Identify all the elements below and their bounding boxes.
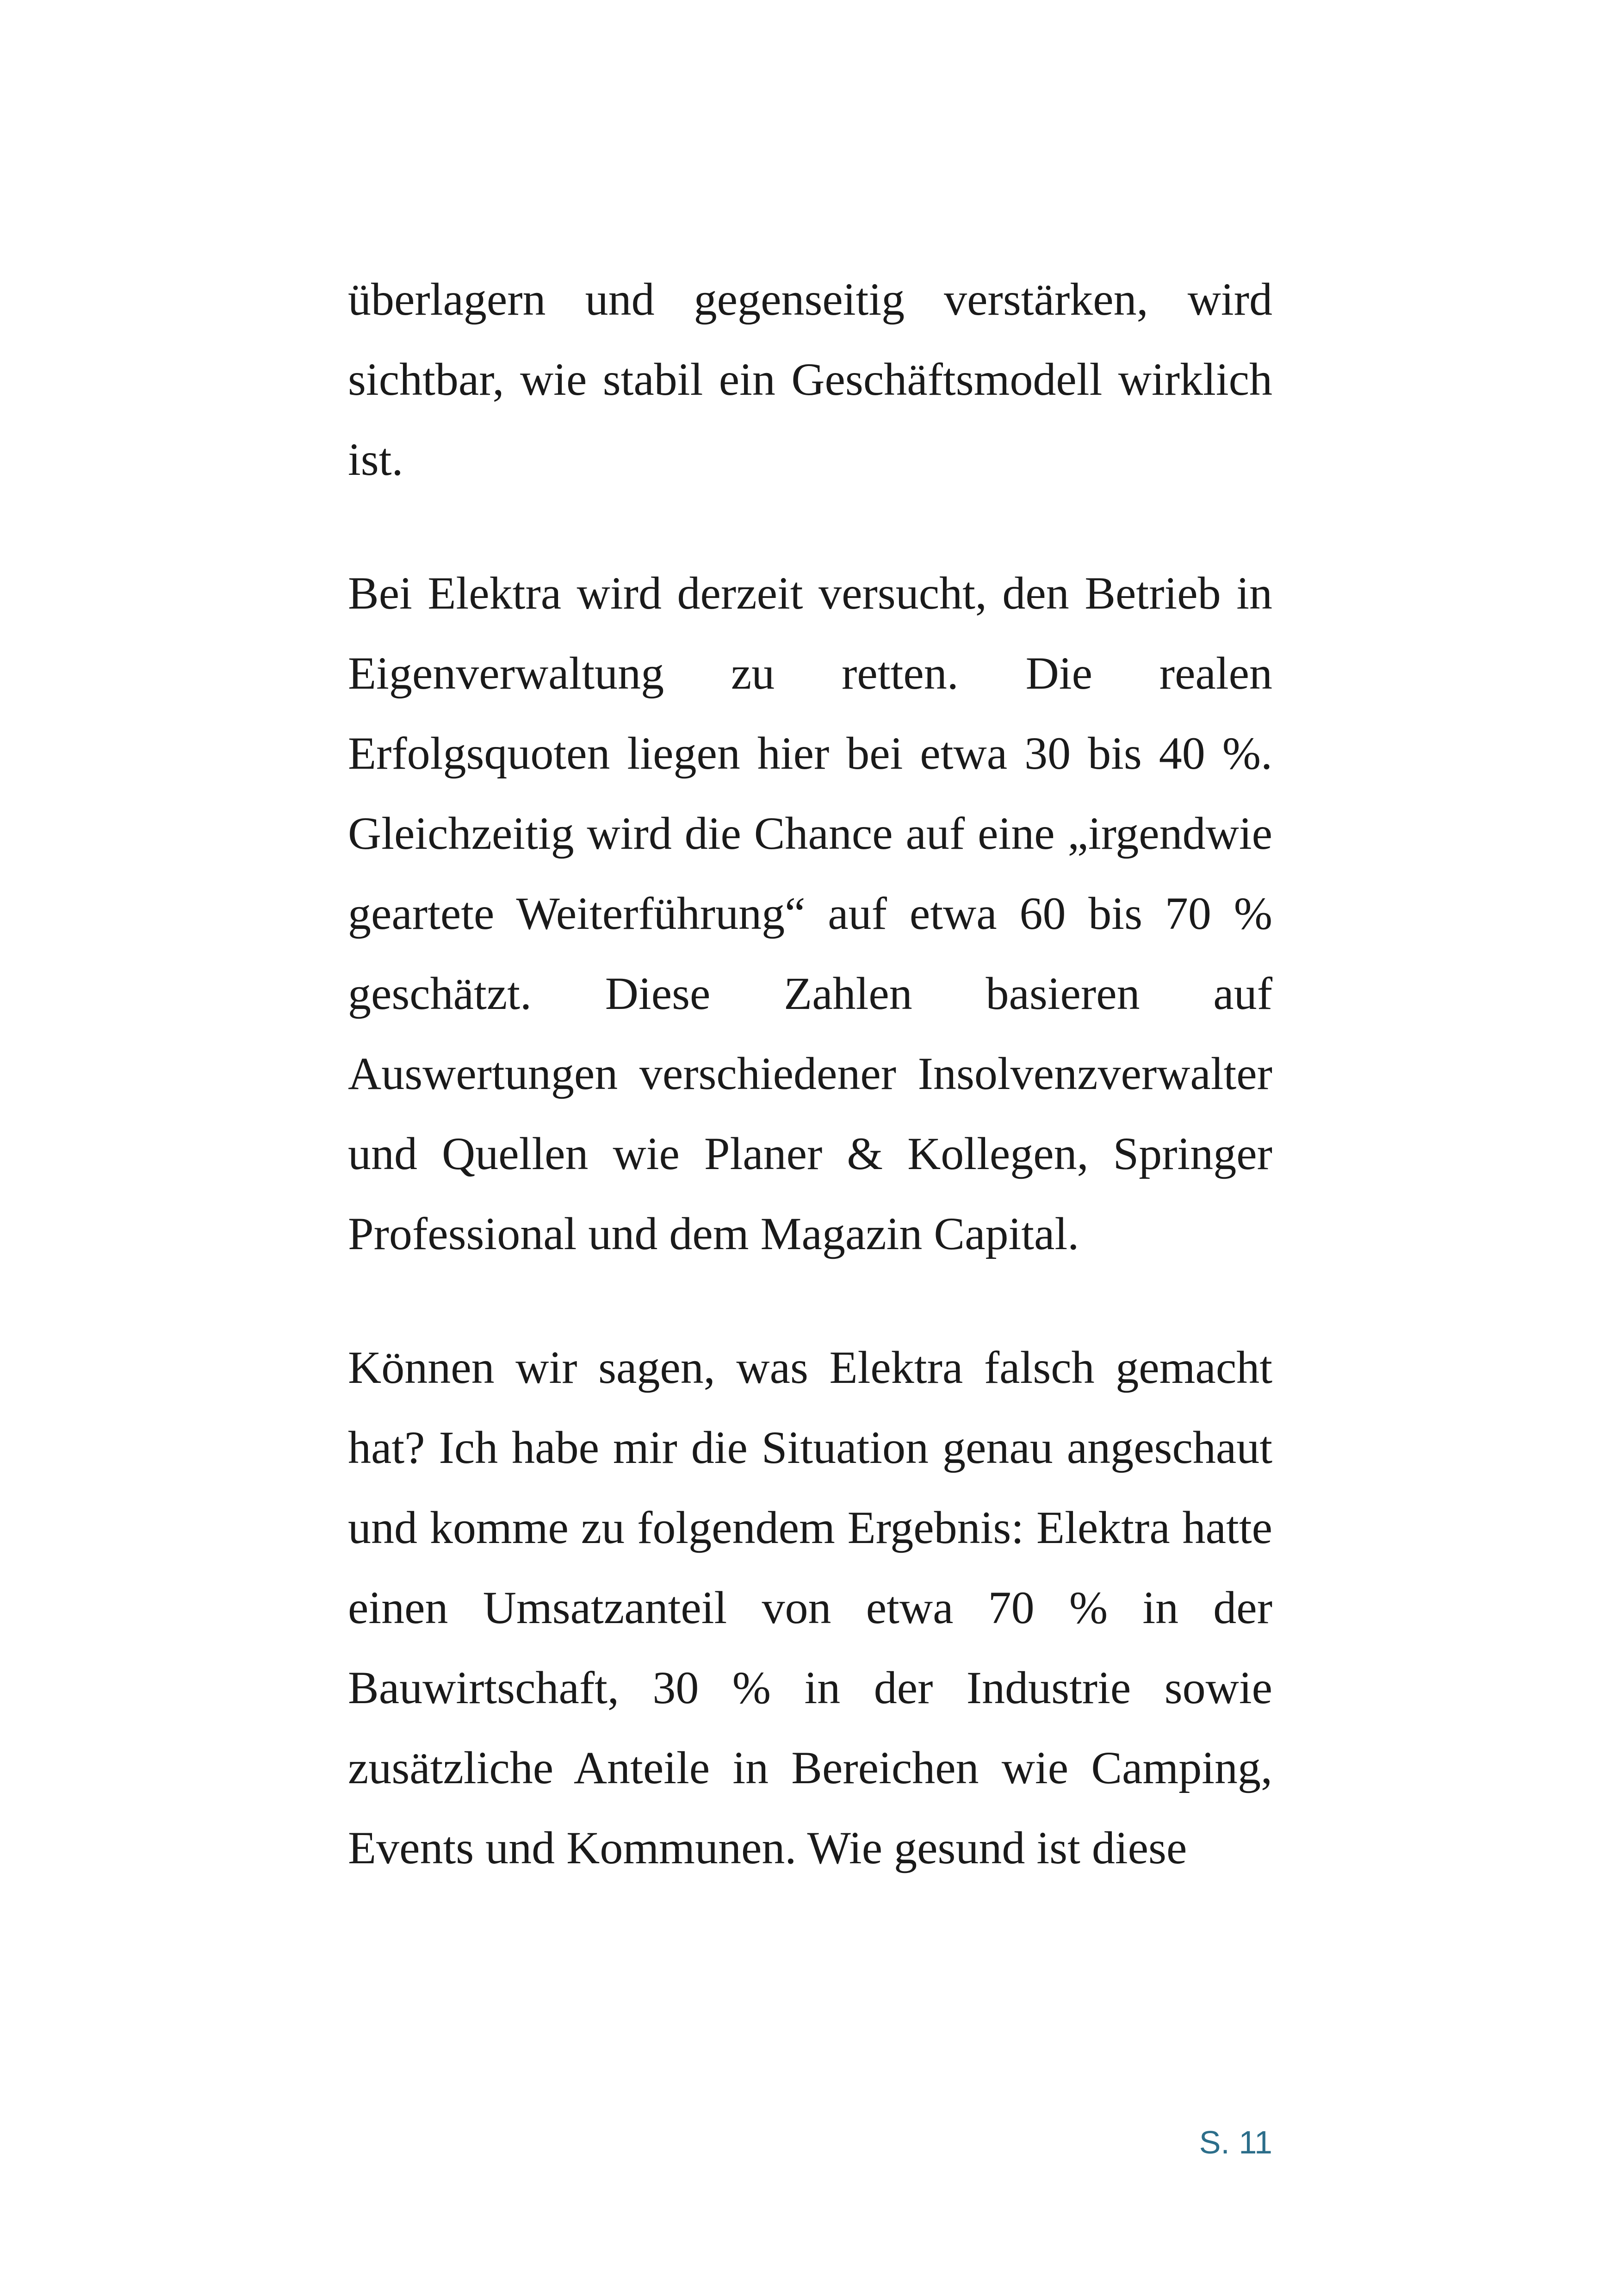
paragraph-1: überlagern und gegenseitig verstärken, wird sichtbar, wie stabil ein Geschäftsmodell wirklich ist. [348, 274, 1272, 485]
paragraph-3: Können wir sagen, was Elektra falsch gemacht hat? Ich habe mir die Situation genau angeschaut und komme zu folgendem Ergebnis: Elektra hatte einen Umsatzanteil von etwa 70 % in der Bauwirtschaft, 30 % in der Industrie sowie zusätzliche Anteile in Bereichen wie Camping, Events und Kommunen. Wie gesund ist diese [348, 1342, 1272, 1873]
body-text [348, 259, 1272, 1888]
paragraph-2: Bei Elektra wird derzeit versucht, den Betrieb in Eigenverwaltung zu retten. Die realen Erfolgsquoten liegen hier bei etwa 30 bis 40 %. Gleichzeitig wird die Chance auf eine „irgendwie geartete Weiterführung“ auf etwa 60 bis 70 % geschätzt. Diese Zahlen basieren auf Auswertungen verschiedener Insolvenzverwalter und Quellen wie Planer & Kollegen, Springer Professional und dem Magazin Capital. [348, 567, 1272, 1259]
page-number: S. 11 [1199, 2124, 1272, 2160]
